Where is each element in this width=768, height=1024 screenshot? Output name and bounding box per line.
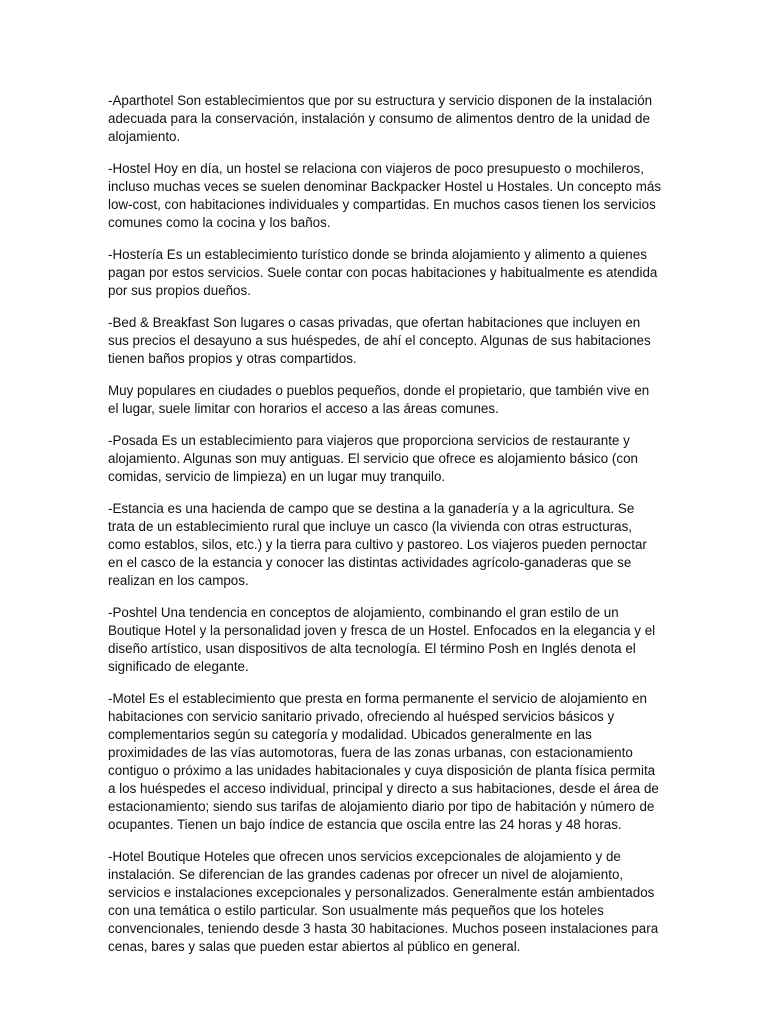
paragraph-bed-and-breakfast-note: Muy populares en ciudades o pueblos pequeños, donde el propietario, que también vive en el lugar, suele limitar con horarios el acceso a las áreas comunes. [108,383,650,416]
paragraph-posada: -Posada Es un establecimiento para viajeros que proporciona servicios de restaurante y alojamiento. Algunas son muy antiguas. El servicio que ofrece es alojamiento básico (con comidas, servicio de limpieza) en un lugar muy tranquilo. [108,433,638,484]
paragraph-poshtel: -Poshtel Una tendencia en conceptos de alojamiento, combinando el gran estilo de un Boutique Hotel y la personalidad joven y fresca de un Hostel. Enfocados en la elegancia y el diseño artístico, usan dispositivos de alta tecnología. El término Posh en Inglés denota el significado de elegante. [108,605,656,674]
document-page [108,92,663,970]
paragraph-bed-and-breakfast: -Bed & Breakfast Son lugares o casas privadas, que ofertan habitaciones que incluyen en sus precios el desayuno a sus huéspedes, de ahí el concepto. Algunas de sus habitaciones tienen baños propios y otras compartidos. [108,315,651,366]
paragraph-motel: -Motel Es el establecimiento que presta en forma permanente el servicio de alojamiento en habitaciones con servicio sanitario privado, ofreciendo al huésped servicios básicos y complementarios según su categoría y modalidad. Ubicados generalmente en las proximidades de las vías automotoras, fuera de las zonas urbanas, con estacionamiento contiguo o próximo a las unidades habitacionales y cuya disposición de planta física permita a los huéspedes el acceso individual, principal y directo a sus habitaciones, desde el área de estacionamiento; siendo sus tarifas de alojamiento diario por tipo de habitación y número de ocupantes. Tienen un bajo índice de estancia que oscila entre las 24 horas y 48 horas. [108,691,659,832]
paragraph-hotel-boutique: -Hotel Boutique Hoteles que ofrecen unos servicios excepcionales de alojamiento y de instalación. Se diferencian de las grandes cadenas por ofrecer un nivel de alojamiento, servicios e instalaciones excepcionales y personalizados. Generalmente están ambientados con una temática o estilo particular. Son usualmente más pequeños que los hoteles convencionales, teniendo desde 3 hasta 30 habitaciones. Muchos poseen instalaciones para cenas, bares y salas que pueden estar abiertos al público en general. [108,849,659,954]
paragraph-estancia: -Estancia es una hacienda de campo que se destina a la ganadería y a la agricultura. Se trata de un establecimiento rural que incluye un casco (la vivienda con otras estructuras, como establos, silos, etc.) y la tierra para cultivo y pastoreo. Los viajeros pueden pernoctar en el casco de la estancia y conocer las distintas actividades agrícolo-ganaderas que se realizan en los campos. [108,501,647,588]
paragraph-aparthotel: -Aparthotel Son establecimientos que por su estructura y servicio disponen de la instalación adecuada para la conservación, instalación y consumo de alimentos dentro de la unidad de alojamiento. [108,93,653,144]
paragraph-hostel: -Hostel Hoy en día, un hostel se relaciona con viajeros de poco presupuesto o mochileros, incluso muchas veces se suelen denominar Backpacker Hostel u Hostales. Un concepto más low-cost, con habitaciones individuales y compartidas. En muchos casos tienen los servicios comunes como la cocina y los baños. [108,161,662,230]
paragraph-hosteria: -Hostería Es un establecimiento turístico donde se brinda alojamiento y alimento a quienes pagan por estos servicios. Suele contar con pocas habitaciones y habitualmente es atendida por sus propios dueños. [108,247,658,298]
